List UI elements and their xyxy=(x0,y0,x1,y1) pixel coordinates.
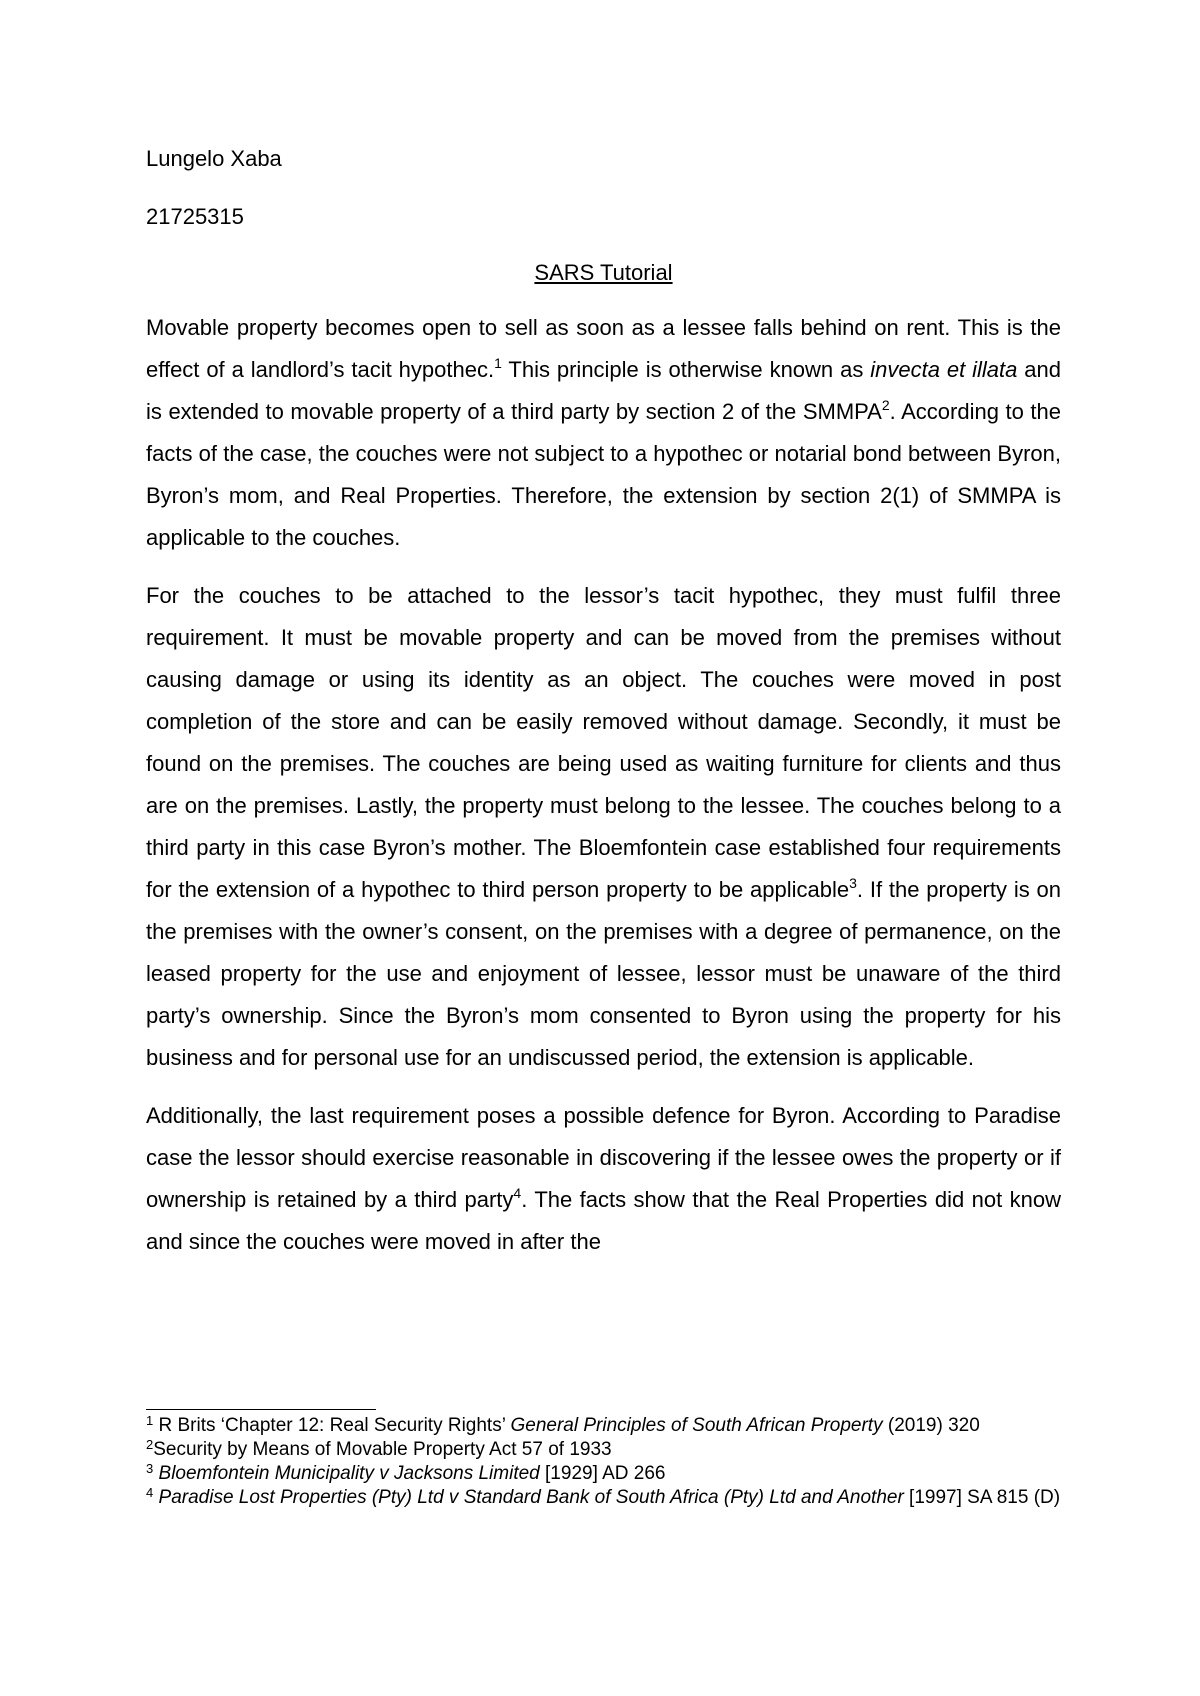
footnote-3 xyxy=(146,1462,1061,1486)
footnote-mark-2: 2 xyxy=(146,1437,154,1452)
footnote-1-italic: General Principles of South African Property xyxy=(510,1415,883,1436)
footnote-2 xyxy=(146,1438,1061,1462)
footnote-3-italic: Bloemfontein Municipality v Jacksons Limited xyxy=(158,1463,540,1484)
student-number: 21725315 xyxy=(146,204,244,229)
paragraph-1-text-b: This principle is otherwise known as xyxy=(501,357,871,382)
footnote-1-text-b: (2019) 320 xyxy=(882,1415,980,1436)
paragraph-3-text-a: Additionally, the last requirement poses a possible defence for Byron. According to Paradise case the lessor should exercise reasonable in discovering if the lessee owes the property or if ownership is retained by a third party xyxy=(146,1103,1061,1212)
paragraph-2 xyxy=(146,575,1061,1079)
footnote-1 xyxy=(146,1414,1061,1438)
footnote-mark-4: 4 xyxy=(146,1485,154,1500)
document-title: SARS Tutorial xyxy=(534,260,673,285)
footnotes-section xyxy=(146,1409,1061,1510)
paragraph-3 xyxy=(146,1095,1061,1263)
footnote-ref-4: 4 xyxy=(513,1185,522,1201)
paragraph-1-italic-term: invecta et illata xyxy=(870,357,1018,382)
footnote-4-text-b: [1997] SA 815 (D) xyxy=(903,1487,1061,1508)
footnote-2-text-a: Security by Means of Movable Property Act 57 of 1933 xyxy=(153,1439,612,1460)
document-body xyxy=(146,145,1061,1263)
paragraph-1 xyxy=(146,307,1061,559)
paragraph-1-text-c: and is extended to movable property of a third party by section 2 of the SMMPA xyxy=(146,357,1061,424)
paragraph-2-text-a: For the couches to be attached to the lessor’s tacit hypothec, they must fulfil three requirement. It must be movable property and can be moved from the premises without causing damage or using its identity as an object. The couches were moved in post completion of the store and can be easily removed without damage. Secondly, it must be found on the premises. The couches are being used as waiting furniture for clients and thus are on the premises. Lastly, the property must belong to the lessee. The couches belong to a third party in this case Byron’s mother. The Bloemfontein case established four requirements for the extension of a hypothec to third person property to be applicable xyxy=(146,583,1061,902)
footnote-separator xyxy=(146,1409,376,1410)
author-name: Lungelo Xaba xyxy=(146,146,282,171)
footnote-3-text-b: [1929] AD 266 xyxy=(539,1463,666,1484)
footnote-ref-2: 2 xyxy=(881,397,890,413)
footnote-mark-3: 3 xyxy=(146,1461,154,1476)
footnote-4-italic: Paradise Lost Properties (Pty) Ltd v Standard Bank of South Africa (Pty) Ltd and Another xyxy=(158,1487,904,1508)
paragraph-2-text-b: . If the property is on the premises with the owner’s consent, on the premises with a degree of permanence, on the leased property for the use and enjoyment of lessee, lessor must be unaware of the third party’s ownership. Since the Byron’s mom consented to Byron using the property for his business and for personal use for an undiscussed period, the extension is applicable. xyxy=(146,877,1061,1070)
paragraph-1-text-d: . According to the facts of the case, the couches were not subject to a hypothec or notarial bond between Byron, Byron’s mom, and Real Properties. Therefore, the extension by section 2(1) of SMMPA is applicable to the couches. xyxy=(146,399,1061,550)
footnote-mark-1: 1 xyxy=(146,1413,154,1428)
footnote-4 xyxy=(146,1486,1061,1510)
footnote-ref-1: 1 xyxy=(494,355,502,371)
footnote-ref-3: 3 xyxy=(849,875,857,891)
paragraph-3-text-b: . The facts show that the Real Properties did not know and since the couches were moved in after the xyxy=(146,1187,1061,1254)
footnote-1-text-a: R Brits ‘Chapter 12: Real Security Rights’ xyxy=(153,1415,511,1436)
paragraph-1-text-a: Movable property becomes open to sell as soon as a lessee falls behind on rent. This is the effect of a landlord’s tacit hypothec. xyxy=(146,315,1061,382)
